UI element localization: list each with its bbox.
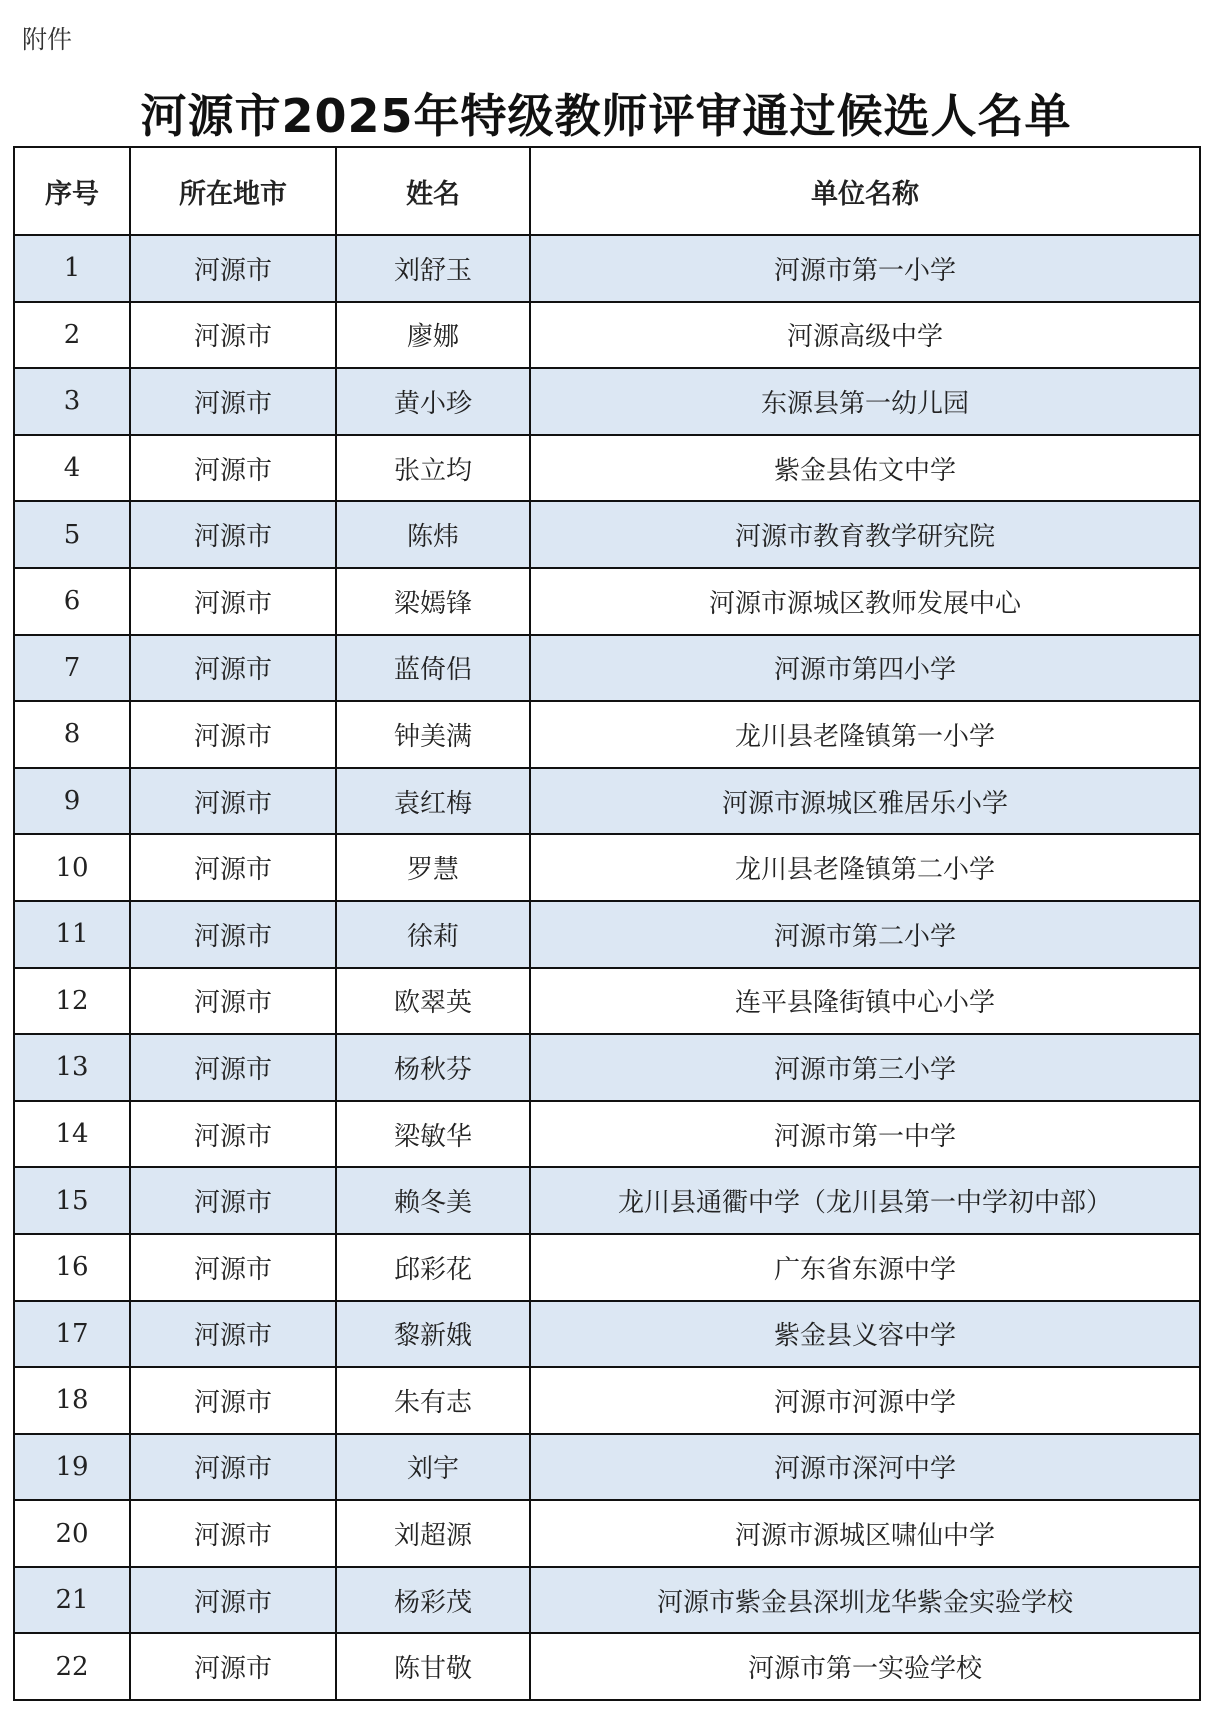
cell-name: 张立均 xyxy=(336,435,530,502)
page-title: 河源市2025年特级教师评审通过候选人名单 xyxy=(140,89,1072,143)
cell-unit: 河源市第三小学 xyxy=(530,1034,1200,1101)
cell-name: 陈炜 xyxy=(336,501,530,568)
cell-city: 河源市 xyxy=(130,901,336,968)
table-row xyxy=(14,901,1200,968)
cell-name: 钟美满 xyxy=(336,701,530,768)
cell-city: 河源市 xyxy=(130,1101,336,1168)
cell-index: 2 xyxy=(14,302,130,369)
cell-unit: 河源市第一中学 xyxy=(530,1101,1200,1168)
cell-index: 6 xyxy=(14,568,130,635)
cell-city: 河源市 xyxy=(130,435,336,502)
cell-unit: 龙川县老隆镇第一小学 xyxy=(530,701,1200,768)
cell-index: 4 xyxy=(14,435,130,502)
table-row xyxy=(14,1633,1200,1700)
cell-index: 1 xyxy=(14,235,130,302)
table-row xyxy=(14,701,1200,768)
cell-name: 梁嫣锋 xyxy=(336,568,530,635)
cell-index: 19 xyxy=(14,1434,130,1501)
table-row xyxy=(14,1234,1200,1301)
cell-unit: 河源市深河中学 xyxy=(530,1434,1200,1501)
cell-unit: 紫金县佑文中学 xyxy=(530,435,1200,502)
cell-unit: 河源市第一小学 xyxy=(530,235,1200,302)
cell-city: 河源市 xyxy=(130,1167,336,1234)
cell-unit: 河源市第二小学 xyxy=(530,901,1200,968)
cell-index: 9 xyxy=(14,768,130,835)
cell-name: 梁敏华 xyxy=(336,1101,530,1168)
table-header-row xyxy=(14,147,1200,235)
table-row xyxy=(14,968,1200,1035)
cell-unit: 河源市源城区啸仙中学 xyxy=(530,1500,1200,1567)
table-row xyxy=(14,1367,1200,1434)
cell-unit: 河源市教育教学研究院 xyxy=(530,501,1200,568)
cell-name: 罗慧 xyxy=(336,834,530,901)
cell-index: 12 xyxy=(14,968,130,1035)
cell-name: 黄小珍 xyxy=(336,368,530,435)
table-row xyxy=(14,1434,1200,1501)
cell-unit: 广东省东源中学 xyxy=(530,1234,1200,1301)
cell-name: 陈甘敬 xyxy=(336,1633,530,1700)
cell-name: 袁红梅 xyxy=(336,768,530,835)
cell-city: 河源市 xyxy=(130,968,336,1035)
cell-city: 河源市 xyxy=(130,302,336,369)
cell-unit: 河源市源城区雅居乐小学 xyxy=(530,768,1200,835)
cell-name: 赖冬美 xyxy=(336,1167,530,1234)
cell-unit: 龙川县老隆镇第二小学 xyxy=(530,834,1200,901)
cell-unit: 河源市第一实验学校 xyxy=(530,1633,1200,1700)
cell-city: 河源市 xyxy=(130,568,336,635)
cell-index: 16 xyxy=(14,1234,130,1301)
table-row xyxy=(14,1034,1200,1101)
table-row xyxy=(14,235,1200,302)
cell-index: 3 xyxy=(14,368,130,435)
cell-index: 11 xyxy=(14,901,130,968)
cell-index: 17 xyxy=(14,1301,130,1368)
cell-city: 河源市 xyxy=(130,1633,336,1700)
cell-unit: 龙川县通衢中学（龙川县第一中学初中部） xyxy=(530,1167,1200,1234)
table-row xyxy=(14,302,1200,369)
attachment-label: 附件 xyxy=(22,25,73,54)
cell-index: 22 xyxy=(14,1633,130,1700)
header-unit: 单位名称 xyxy=(530,147,1200,235)
candidate-table xyxy=(13,146,1201,1701)
cell-unit: 东源县第一幼儿园 xyxy=(530,368,1200,435)
cell-name: 杨秋芬 xyxy=(336,1034,530,1101)
cell-name: 刘宇 xyxy=(336,1434,530,1501)
cell-name: 黎新娥 xyxy=(336,1301,530,1368)
cell-name: 朱有志 xyxy=(336,1367,530,1434)
table-row xyxy=(14,568,1200,635)
cell-unit: 河源市紫金县深圳龙华紫金实验学校 xyxy=(530,1567,1200,1634)
cell-city: 河源市 xyxy=(130,1434,336,1501)
cell-city: 河源市 xyxy=(130,1500,336,1567)
header-city: 所在地市 xyxy=(130,147,336,235)
cell-name: 刘舒玉 xyxy=(336,235,530,302)
cell-index: 7 xyxy=(14,635,130,702)
cell-unit: 河源市源城区教师发展中心 xyxy=(530,568,1200,635)
table-row xyxy=(14,635,1200,702)
cell-name: 刘超源 xyxy=(336,1500,530,1567)
table-row xyxy=(14,1500,1200,1567)
cell-city: 河源市 xyxy=(130,1301,336,1368)
cell-city: 河源市 xyxy=(130,235,336,302)
cell-name: 蓝倚侣 xyxy=(336,635,530,702)
table-row xyxy=(14,1101,1200,1168)
cell-name: 欧翠英 xyxy=(336,968,530,1035)
cell-name: 徐莉 xyxy=(336,901,530,968)
cell-city: 河源市 xyxy=(130,834,336,901)
cell-index: 13 xyxy=(14,1034,130,1101)
cell-city: 河源市 xyxy=(130,635,336,702)
cell-name: 邱彩花 xyxy=(336,1234,530,1301)
cell-name: 廖娜 xyxy=(336,302,530,369)
cell-city: 河源市 xyxy=(130,1234,336,1301)
cell-unit: 河源市河源中学 xyxy=(530,1367,1200,1434)
cell-city: 河源市 xyxy=(130,501,336,568)
table-row xyxy=(14,1167,1200,1234)
table-row xyxy=(14,1567,1200,1634)
table-row xyxy=(14,768,1200,835)
cell-index: 20 xyxy=(14,1500,130,1567)
cell-index: 18 xyxy=(14,1367,130,1434)
cell-index: 21 xyxy=(14,1567,130,1634)
cell-city: 河源市 xyxy=(130,1034,336,1101)
table-row xyxy=(14,1301,1200,1368)
cell-unit: 连平县隆街镇中心小学 xyxy=(530,968,1200,1035)
cell-index: 8 xyxy=(14,701,130,768)
cell-unit: 河源市第四小学 xyxy=(530,635,1200,702)
cell-index: 10 xyxy=(14,834,130,901)
table-row xyxy=(14,435,1200,502)
cell-unit: 紫金县义容中学 xyxy=(530,1301,1200,1368)
cell-index: 5 xyxy=(14,501,130,568)
cell-name: 杨彩茂 xyxy=(336,1567,530,1634)
cell-unit: 河源高级中学 xyxy=(530,302,1200,369)
cell-city: 河源市 xyxy=(130,1567,336,1634)
header-name: 姓名 xyxy=(336,147,530,235)
cell-index: 14 xyxy=(14,1101,130,1168)
table-row xyxy=(14,501,1200,568)
cell-index: 15 xyxy=(14,1167,130,1234)
table-row xyxy=(14,834,1200,901)
cell-city: 河源市 xyxy=(130,1367,336,1434)
cell-city: 河源市 xyxy=(130,768,336,835)
header-index: 序号 xyxy=(14,147,130,235)
cell-city: 河源市 xyxy=(130,368,336,435)
cell-city: 河源市 xyxy=(130,701,336,768)
table-row xyxy=(14,368,1200,435)
